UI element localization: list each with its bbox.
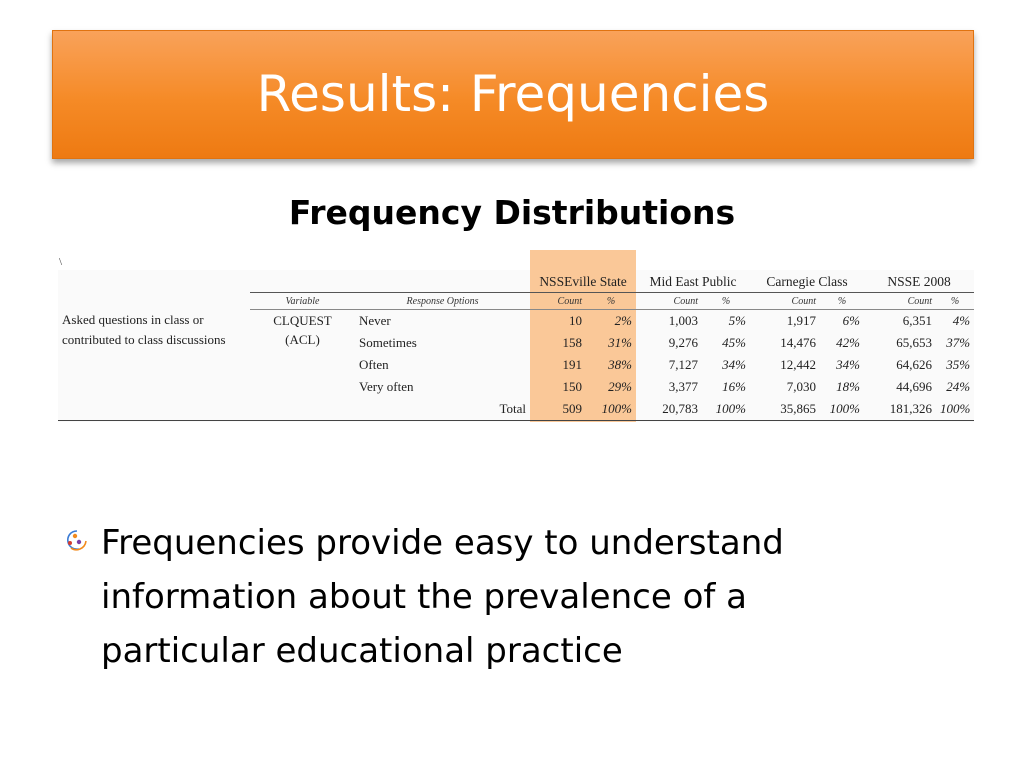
table-row [58,376,974,398]
count-cell: 158 [562,335,582,350]
pct-cell: 37% [946,335,971,350]
pct-cell: 31% [608,335,632,350]
variable-code: (ACL) [285,332,320,347]
stray-mark: \ [59,256,63,268]
pct-cell: 100% [936,398,974,421]
count-cell: 35,865 [750,398,820,421]
group-header-row [58,272,974,293]
pct-cell: 34% [722,357,746,372]
pct-cell: 24% [946,379,971,394]
count-cell: 12,442 [780,357,816,372]
table-row [58,310,974,333]
pct-cell: 2% [614,313,632,328]
column-header: % [586,293,636,310]
count-cell: 10 [569,313,582,328]
column-header: Variable [250,293,355,310]
count-cell: 150 [562,379,582,394]
count-cell: 14,476 [780,335,816,350]
column-header: % [702,293,750,310]
count-cell: 181,326 [864,398,936,421]
column-header: % [820,293,864,310]
pct-cell: 18% [836,379,861,394]
count-cell: 65,653 [896,335,933,350]
pct-cell: 16% [722,379,746,394]
count-cell: 3,377 [668,379,698,394]
bullet-text: Frequencies provide easy to understand information about the prevalence of a particular educational practice [101,523,784,671]
count-cell: 44,696 [896,379,933,394]
pct-cell: 42% [836,335,861,350]
count-cell: 7,030 [786,379,816,394]
pct-cell: 6% [842,313,861,328]
column-header: Count [530,293,586,310]
count-cell: 1,003 [668,313,698,328]
count-cell: 64,626 [896,357,933,372]
pct-cell: 45% [722,335,746,350]
variable-name: CLQUEST [273,313,332,328]
count-cell: 20,783 [636,398,702,421]
column-header: % [936,293,974,310]
pct-cell: 35% [946,357,971,372]
group-header: Carnegie Class [766,274,848,289]
column-header: Response Options [355,293,530,310]
pct-cell: 29% [608,379,632,394]
pct-cell: 38% [608,357,632,372]
column-header: Count [636,293,702,310]
group-header: NSSEville State [539,274,627,289]
response-option: Very often [359,379,414,394]
count-cell: 1,917 [786,313,816,328]
response-option: Sometimes [359,335,417,350]
pct-cell: 100% [820,398,864,421]
total-row [58,398,974,421]
total-label: Total [355,398,530,421]
count-cell: 7,127 [668,357,698,372]
pct-cell: 34% [836,357,861,372]
swirl-bullet-icon [64,528,90,554]
count-cell: 191 [562,357,582,372]
column-header: Count [864,293,936,310]
count-cell: 9,276 [668,335,698,350]
response-option: Never [359,313,391,328]
pct-cell: 5% [728,313,746,328]
frequency-table [58,272,974,421]
pct-cell: 100% [702,398,750,421]
count-cell: 6,351 [902,313,933,328]
column-header: Count [750,293,820,310]
title-bar [52,30,974,159]
column-header-row [58,293,974,310]
response-option: Often [359,357,389,372]
count-cell: 509 [530,398,586,421]
pct-cell: 100% [586,398,636,421]
frequency-table-image [58,250,974,425]
slide-title: Results: Frequencies [256,65,770,123]
pct-cell: 4% [952,313,971,328]
group-header: NSSE 2008 [887,274,951,289]
group-header: Mid East Public [649,274,737,289]
question-text: Asked questions in class or contributed to class discussions [62,311,226,347]
slide-subtitle: Frequency Distributions [288,193,736,232]
